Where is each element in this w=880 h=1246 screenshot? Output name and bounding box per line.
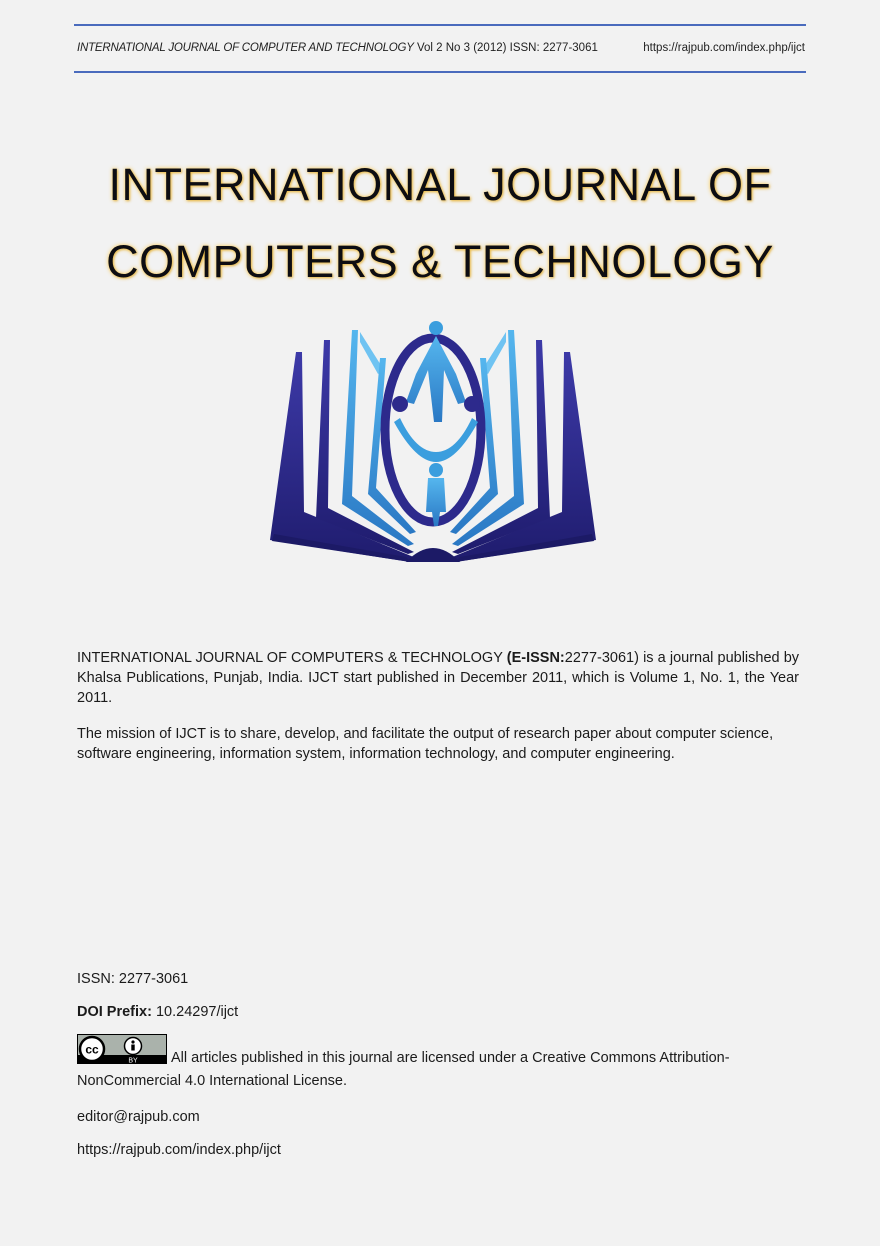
- journal-url[interactable]: https://rajpub.com/index.php/ijct: [77, 1142, 281, 1158]
- description-journal-name: INTERNATIONAL JOURNAL OF COMPUTERS & TECHNOLOGY: [77, 650, 503, 666]
- contact-email[interactable]: editor@rajpub.com: [77, 1109, 200, 1125]
- journal-title-line-1: INTERNATIONAL JOURNAL OF: [108, 159, 772, 210]
- header-issue: Vol 2 No 3 (2012) ISSN: 2277-3061: [416, 42, 598, 54]
- open-book-people-logo-icon: [266, 312, 600, 570]
- doi-label: DOI Prefix:: [77, 1004, 152, 1020]
- running-header: [77, 42, 805, 54]
- doi-value: 10.24297/ijct: [155, 1004, 239, 1020]
- header-rule-top: [74, 24, 806, 26]
- issn-line: ISSN: 2277-3061: [77, 971, 189, 987]
- description-issn-label: (E-ISSN:: [506, 650, 565, 666]
- cc-badge-by-text: BY: [128, 1057, 138, 1064]
- journal-title-line-2: COMPUTERS & TECHNOLOGY: [106, 236, 774, 287]
- license-text[interactable]: All articles published in this journal are licensed under a Creative Commons Attribution-NonCommercial 4.0 International License.: [77, 1050, 730, 1089]
- header-journal-name: INTERNATIONAL JOURNAL OF COMPUTER AND TECHNOLOGY: [77, 42, 414, 54]
- svg-text:cc: cc: [85, 1042, 99, 1057]
- journal-description: [77, 648, 799, 708]
- doi-line: [77, 1002, 238, 1022]
- cc-by-license-icon[interactable]: [77, 1034, 167, 1064]
- description-issn-value: 2277-3061): [564, 650, 639, 666]
- license-notice: [77, 1034, 777, 1093]
- header-url[interactable]: https://rajpub.com/index.php/ijct: [643, 42, 805, 54]
- journal-title: [0, 146, 880, 300]
- header-rule-bottom: [74, 71, 806, 73]
- journal-mission: The mission of IJCT is to share, develop, and facilitate the output of research paper about computer science, software engineering, information system, information technology, and computer engineering.: [77, 726, 774, 762]
- description-body: is a journal published by Khalsa Publications, Punjab, India. IJCT start published in December 2011, which is Volume 1, No. 1, the Year 2011.: [77, 650, 800, 706]
